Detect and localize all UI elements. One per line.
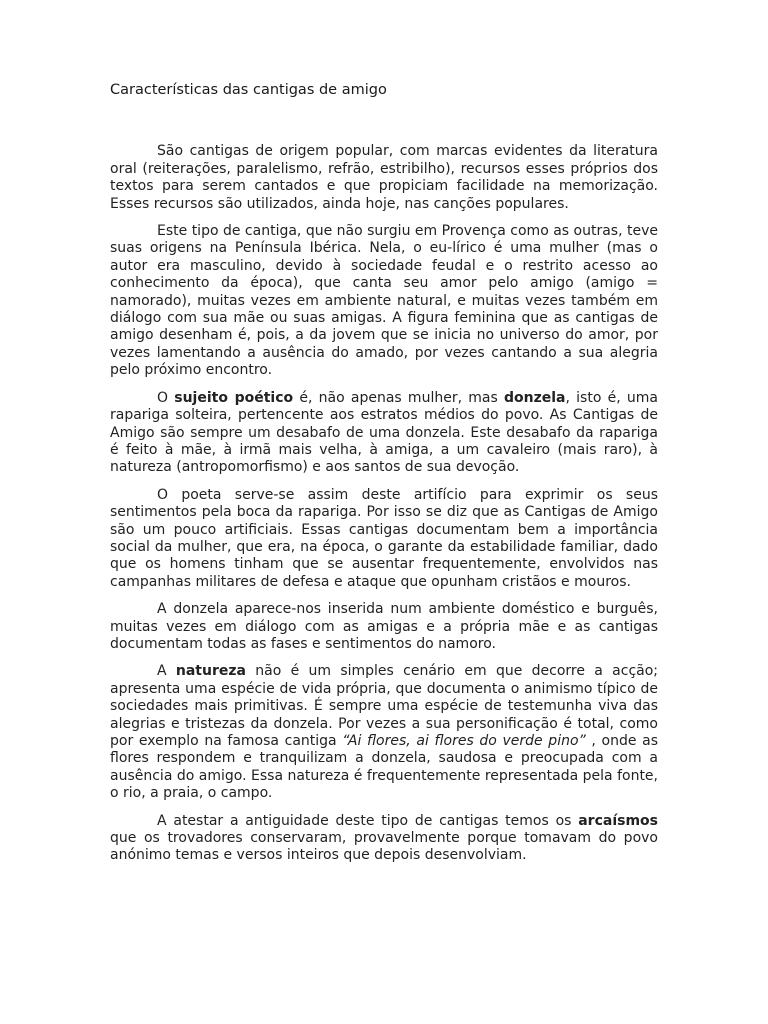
- body-paragraph: [110, 143, 658, 213]
- text-run: Este tipo de cantiga, que não surgiu em Provença como as outras, teve suas origens na Península Ibérica. Nela, o eu-lírico é uma mulher (mas o autor era masculino, devido à sociedade feudal e o restrito acesso ao conhecimento da época), que canta seu amor pelo amigo (amigo = namorado), muitas vezes em ambiente natural, e muitas vezes também em diálogo com sua mãe ou suas amigas. A figura feminina que as cantigas de amigo desenham é, pois, a da jovem que se inicia no universo do amor, por vezes lamentando a ausência do amado, por vezes cantando a sua alegria pelo próximo encontro.: [110, 223, 658, 379]
- text-run: é, não apenas mulher, mas: [293, 389, 504, 406]
- document-body: [110, 82, 658, 875]
- bold-term: arcaísmos: [578, 812, 658, 829]
- body-paragraph: [110, 663, 658, 802]
- body-paragraph: [110, 487, 658, 591]
- bold-term: sujeito poético: [174, 389, 294, 406]
- text-run: O: [157, 389, 175, 406]
- text-run: O poeta serve-se assim deste artifício para exprimir os seus sentimentos pela boca da rapariga. Por isso se diz que as Cantigas de Amigo são um pouco artificiais. Essas cantigas documentam bem a importância social da mulher, que era, na época, o garante da estabilidade familiar, dado que os homens tinham que se ausentar frequentemente, envolvidos nas campanhas militares de defesa e ataque que opunham cristãos e mouros.: [110, 486, 658, 590]
- body-paragraph: [110, 813, 658, 865]
- body-paragraph: [110, 223, 658, 380]
- bold-term: natureza: [175, 663, 246, 680]
- document-title: Características das cantigas de amigo: [110, 82, 387, 98]
- text-run: que os trovadores conservaram, provavelmente porque tomavam do povo anónimo temas e versos inteiros que depois desenvolviam.: [110, 830, 658, 864]
- text-run: , onde as flores respondem e tranquilizam a donzela, saudosa e preocupada com a ausência do amigo. Essa natureza é frequentemente representada pela fonte, o rio, a praia, o campo.: [110, 733, 658, 802]
- paragraph-list: [110, 143, 658, 864]
- text-run: São cantigas de origem popular, com marcas evidentes da literatura oral (reiterações, paralelismo, refrão, estribilho), recursos esses próprios dos textos para serem cantados e que propiciam facilidade na memorização. Esses recursos são utilizados, ainda hoje, nas canções populares.: [110, 143, 658, 212]
- italic-quote: “Ai flores, ai flores do verde pino”: [342, 733, 586, 749]
- text-run: , isto é, uma rapariga solteira, pertencente aos estratos médios do povo. As Cantigas de Amigo são sempre um desabafo de uma donzela. Este desabafo da rapariga é feito à mãe, à irmã mais velha, à amiga, a um cavaleiro (mais raro), à natureza (antropomorfismo) e aos santos de sua devoção.: [110, 389, 658, 476]
- text-run: A: [157, 663, 176, 680]
- bold-term: donzela: [503, 389, 566, 406]
- text-run: A donzela aparece-nos inserida num ambiente doméstico e burguês, muitas vezes em diálogo com as amigas e a própria mãe e as cantigas documentam todas as fases e sentimentos do namoro.: [110, 601, 658, 652]
- body-paragraph: [110, 601, 658, 653]
- text-run: A atestar a antiguidade deste tipo de cantigas temos os: [157, 812, 579, 829]
- body-paragraph: [110, 390, 658, 477]
- text-run: não é um simples cenário em que decorre a acção; apresenta uma espécie de vida própria, que documenta o animismo típico de sociedades mais primitivas. É sempre uma espécie de testemunha viva das alegrias e tristezas da donzela. Por vezes a sua personificação é total, como por exemplo na famosa cantiga: [110, 663, 658, 749]
